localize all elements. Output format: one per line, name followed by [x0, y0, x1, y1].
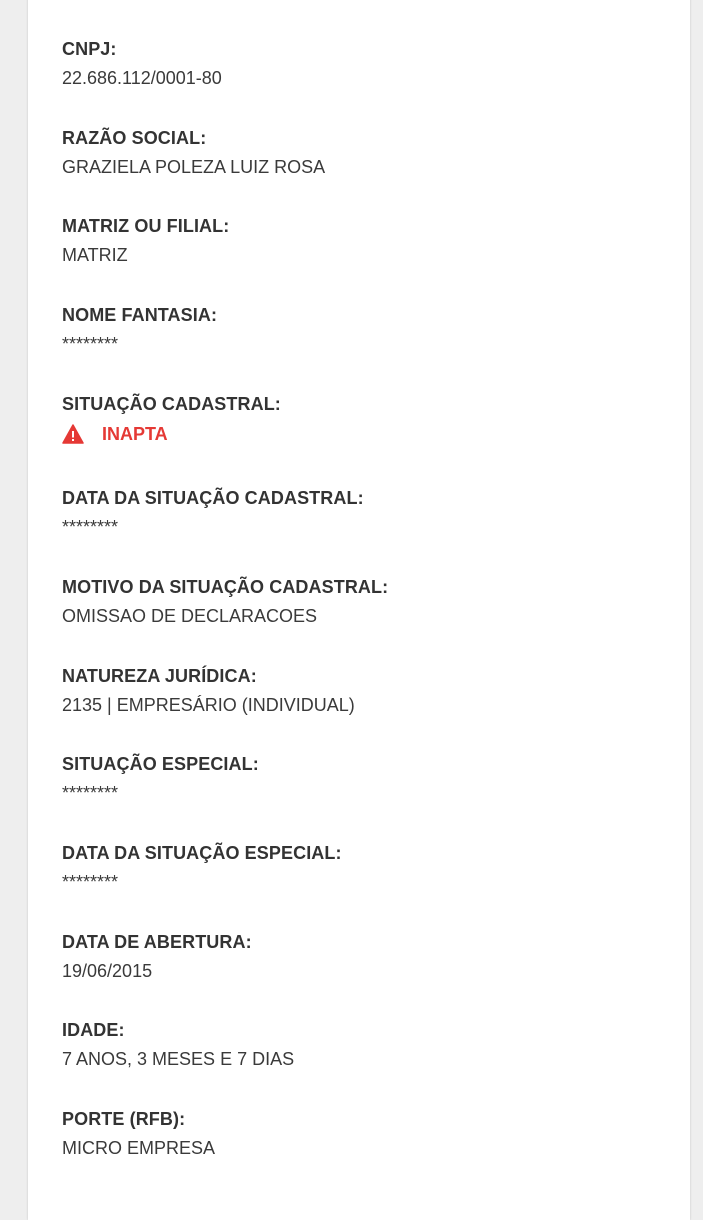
field-porte: [62, 1107, 662, 1160]
field-label: DATA DA SITUAÇÃO CADASTRAL:: [62, 488, 364, 508]
field-situacao-cadastral: [62, 392, 662, 446]
field-nome-fantasia: [62, 303, 662, 356]
field-value: 22.686.112/0001-80: [62, 68, 222, 88]
field-label: IDADE:: [62, 1020, 125, 1040]
field-label: MATRIZ OU FILIAL:: [62, 216, 230, 236]
field-value: MICRO EMPRESA: [62, 1138, 216, 1158]
field-value: 7 ANOS, 3 MESES E 7 DIAS: [62, 1049, 295, 1069]
field-label: SITUAÇÃO ESPECIAL:: [62, 754, 259, 774]
field-label: SITUAÇÃO CADASTRAL:: [62, 394, 281, 414]
field-label: CNPJ:: [62, 39, 117, 59]
field-data-situacao-especial: [62, 841, 662, 894]
field-label: NOME FANTASIA:: [62, 305, 218, 325]
field-natureza-juridica: [62, 664, 662, 717]
field-data-situacao-cadastral: [62, 486, 662, 539]
field-razao-social: [62, 126, 662, 179]
field-label: NATUREZA JURÍDICA:: [62, 666, 257, 686]
field-situacao-especial: [62, 752, 662, 805]
field-value: 2135 | EMPRESÁRIO (INDIVIDUAL): [62, 695, 355, 715]
field-label: PORTE (RFB):: [62, 1109, 186, 1129]
status-badge: [62, 422, 662, 446]
field-value: GRAZIELA POLEZA LUIZ ROSA: [62, 157, 326, 177]
field-label: DATA DE ABERTURA:: [62, 932, 252, 952]
field-motivo-situacao-cadastral: [62, 575, 662, 628]
field-value: ********: [62, 334, 119, 354]
field-cnpj: [62, 37, 662, 90]
field-value: OMISSAO DE DECLARACOES: [62, 606, 318, 626]
status-text: INAPTA: [102, 424, 168, 444]
field-label: DATA DA SITUAÇÃO ESPECIAL:: [62, 843, 342, 863]
field-label: RAZÃO SOCIAL:: [62, 128, 207, 148]
company-info-card: [28, 0, 690, 1220]
field-label: MOTIVO DA SITUAÇÃO CADASTRAL:: [62, 577, 389, 597]
field-value: ********: [62, 517, 119, 537]
field-data-abertura: [62, 930, 662, 983]
field-idade: [62, 1018, 662, 1071]
field-matriz-filial: [62, 214, 662, 267]
field-value: ********: [62, 872, 119, 892]
field-value: MATRIZ: [62, 245, 128, 265]
field-value: ********: [62, 783, 119, 803]
field-value: 19/06/2015: [62, 961, 153, 981]
warning-icon: [62, 424, 84, 444]
